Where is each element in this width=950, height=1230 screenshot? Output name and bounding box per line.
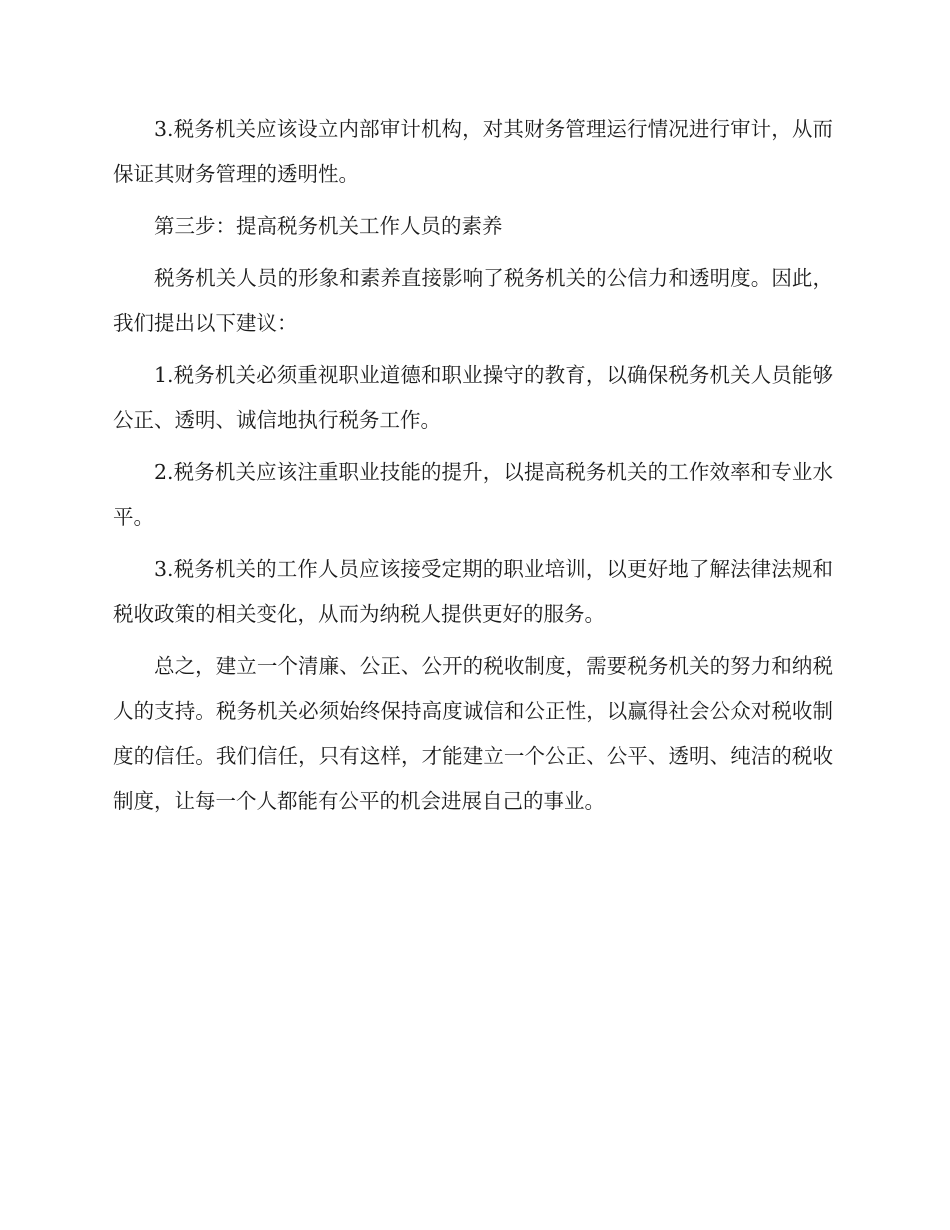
paragraph-intro: 税务机关人员的形象和素养直接影响了税务机关的公信力和透明度。因此，我们提出以下建议： bbox=[113, 266, 833, 335]
paragraph-item-1: 1.税务机关必须重视职业道德和职业操守的教育，以确保税务机关人员能够公正、透明、诚信地执行税务工作。 bbox=[113, 363, 833, 432]
paragraph-item-2: 2.税务机关应该注重职业技能的提升，以提高税务机关的工作效率和专业水平。 bbox=[113, 460, 833, 529]
section-heading-step-three: 第三步：提高税务机关工作人员的素养 bbox=[154, 214, 503, 238]
paragraph-audit: 3.税务机关应该设立内部审计机构，对其财务管理运行情况进行审计，从而保证其财务管理的透明性。 bbox=[113, 117, 833, 186]
paragraph-item-3: 3.税务机关的工作人员应该接受定期的职业培训，以更好地了解法律法规和税收政策的相关变化，从而为纳税人提供更好的服务。 bbox=[113, 557, 833, 626]
paragraph-conclusion: 总之，建立一个清廉、公正、公开的税收制度，需要税务机关的努力和纳税人的支持。税务机关必须始终保持高度诚信和公正性，以赢得社会公众对税收制度的信任。我们信任，只有这样，才能建立一个公正、公平、透明、纯洁的税收制度，让每一个人都能有公平的机会进展自己的事业。 bbox=[113, 654, 833, 813]
document-body bbox=[113, 107, 833, 831]
